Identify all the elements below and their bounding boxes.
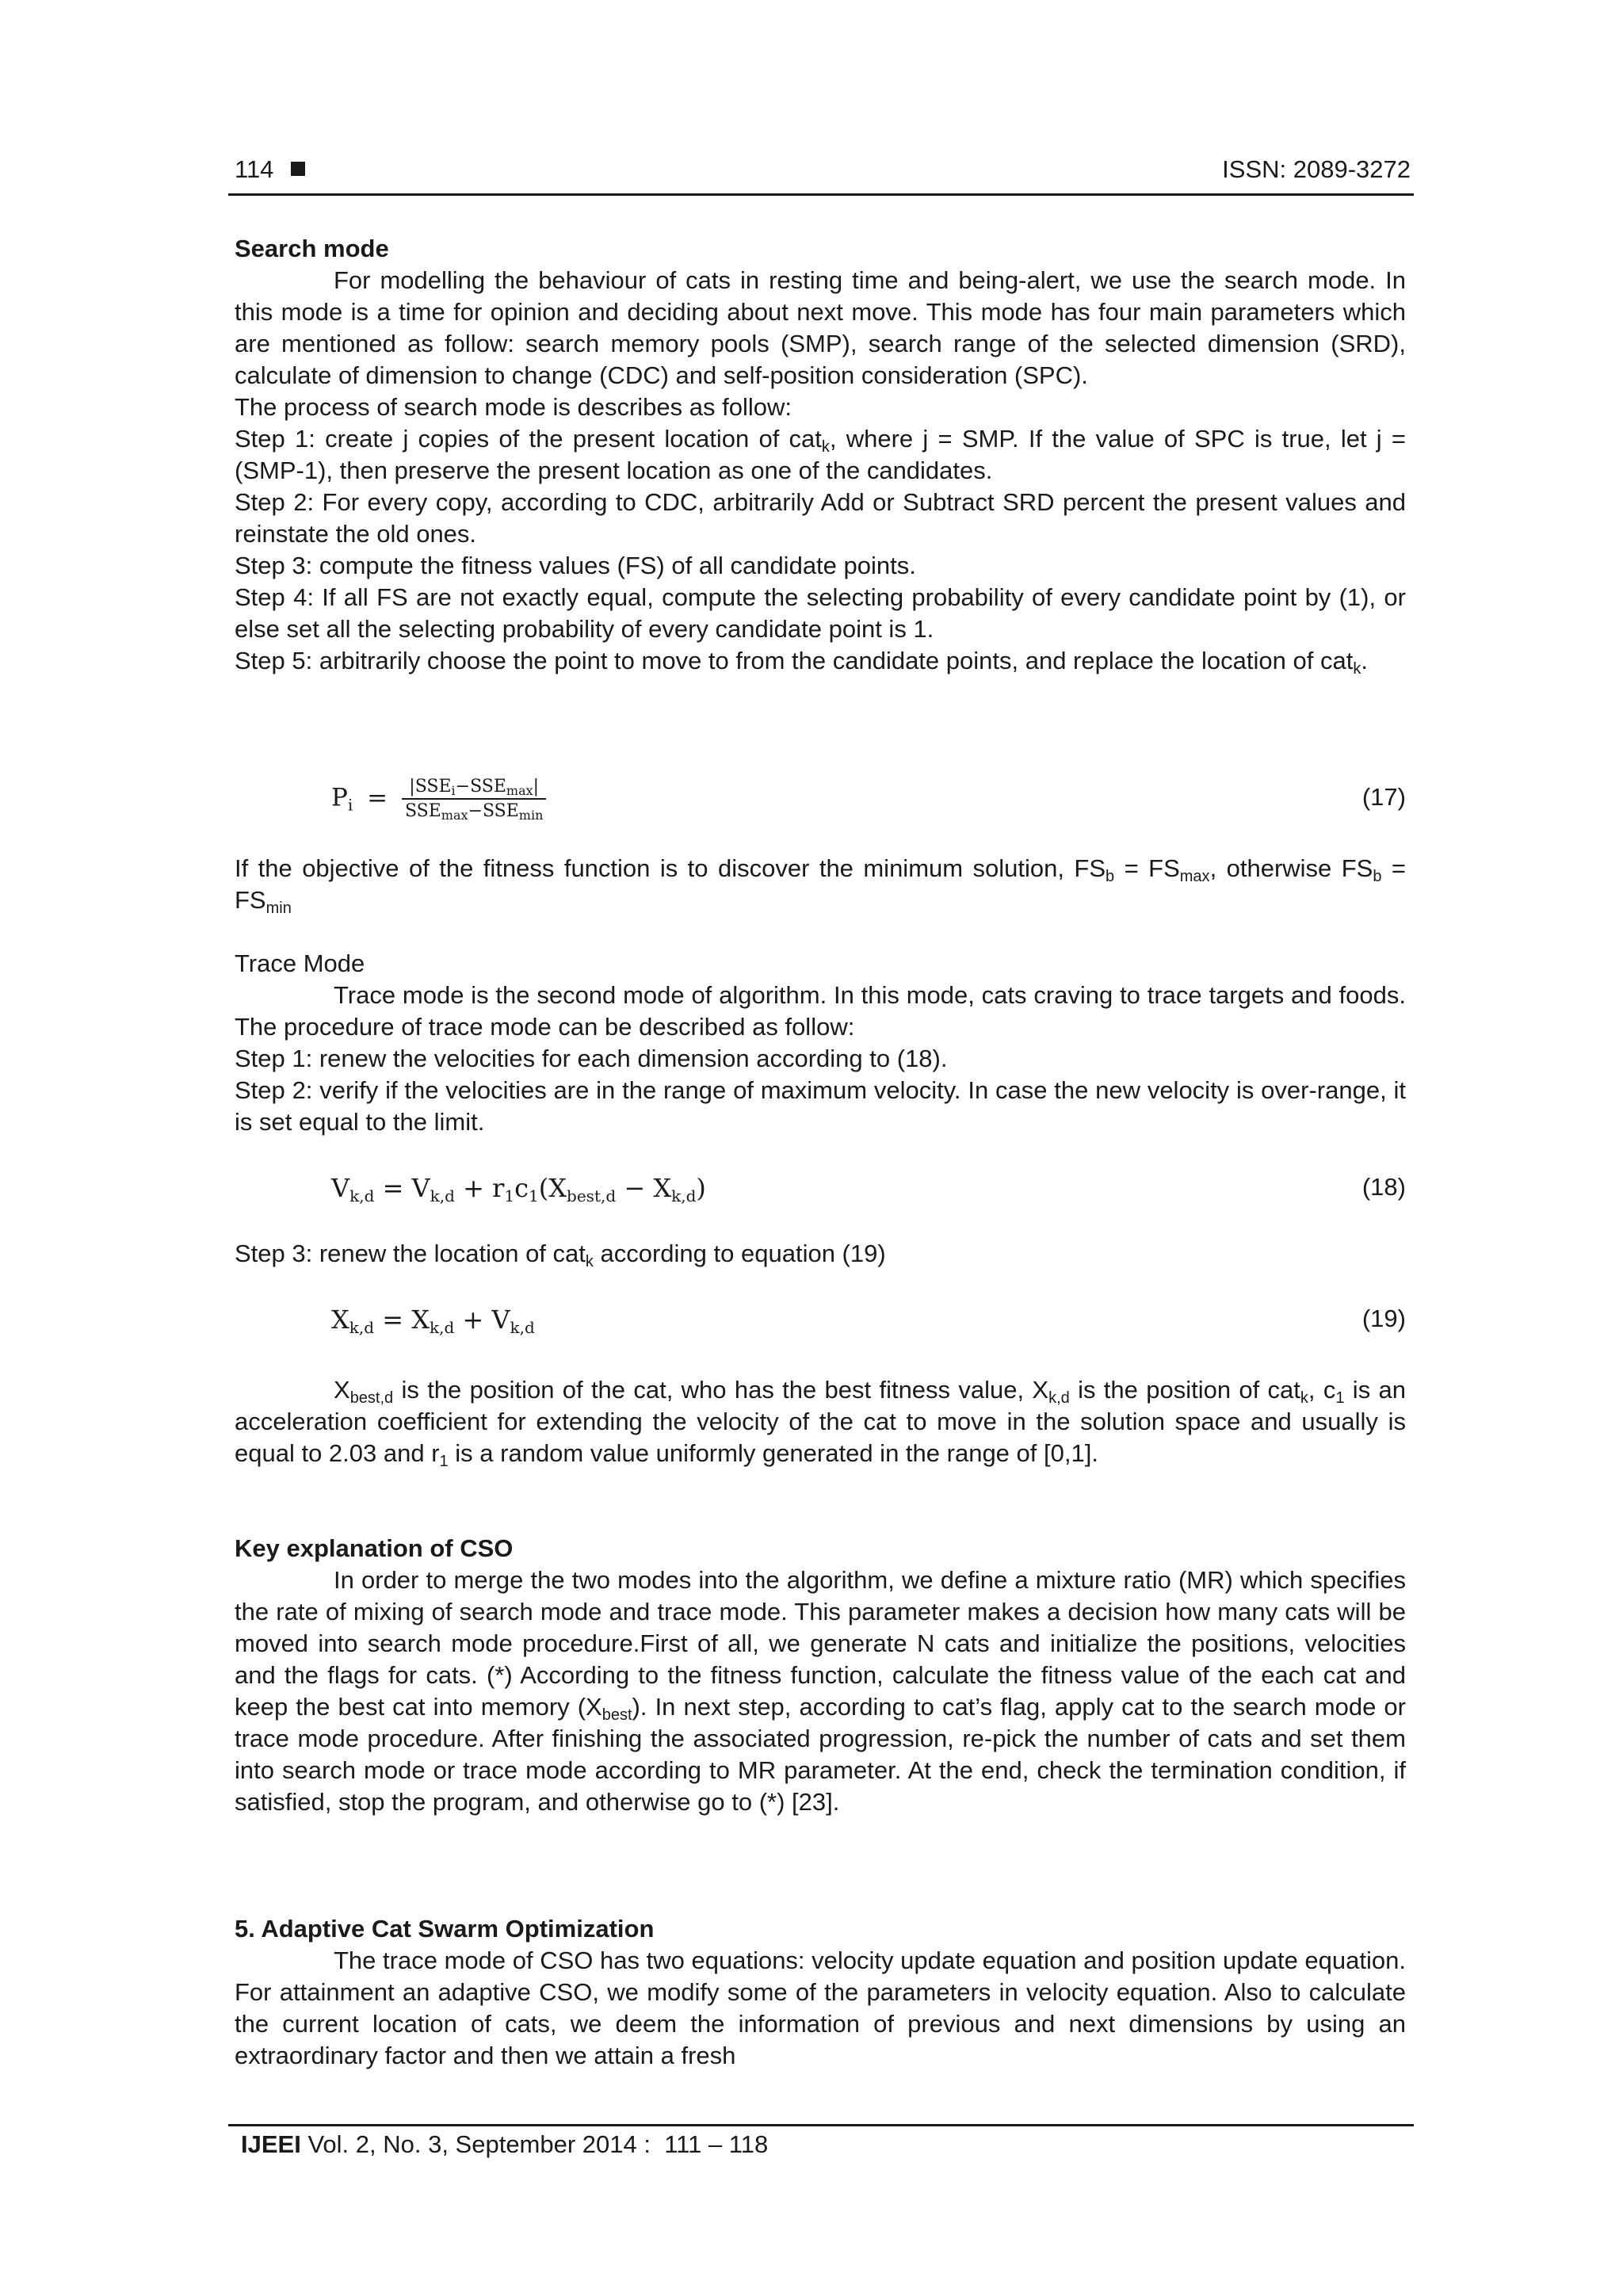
search-step-4: Step 4: If all FS are not exactly equal, compute the selecting probability of every candidate point by (1), or else set all the selecting probability of every candidate point is 1. xyxy=(235,583,1406,643)
trace-mode-heading: Trace Mode xyxy=(235,949,365,977)
search-step-5: Step 5: arbitrarily choose the point to move to from the candidate points, and replace the location of cat$_k$. xyxy=(235,647,1368,678)
section-5-text: The trace mode of CSO has two equations: velocity update equation and position update equation. For attainment an adaptive CSO, we modify some of the parameters in velocity equation. Also to calculate the current location of cats, we deem the information of previous and next dimensions by using an extraordinary factor and then we attain a fresh xyxy=(235,1946,1406,2069)
search-step-2: Step 2: For every copy, according to CDC, arbitrarily Add or Subtract SRD percent the present values and reinstate the old ones. xyxy=(235,488,1406,548)
search-mode-heading: Search mode xyxy=(235,235,389,262)
equation-18 xyxy=(331,1168,1406,1224)
footer-divider xyxy=(228,2124,1414,2126)
section-5-heading: 5. Adaptive Cat Swarm Optimization xyxy=(235,1915,655,1943)
objective-paragraph: If the objective of the fitness function is to discover the minimum solution, $FS_b = FS_{max}$, otherwise $FS_b = FS_{min}$ xyxy=(235,854,1407,917)
equation-18-body: $V_{k,d} = V_{k,d} + r_1c_1(X_{best,d} - X_{k,d})$ xyxy=(331,1173,706,1205)
equation-19-body: $X_{k,d} = X_{k,d} + V_{k,d}$ xyxy=(331,1305,535,1337)
journal-info: Vol. 2, No. 3, September 2014 : 111 – 118 xyxy=(300,2130,769,2158)
trace-step-1: Step 1: renew the velocities for each dimension according to (18). xyxy=(235,1045,948,1072)
search-step-3: Step 3: compute the fitness values (FS) of all candidate points. xyxy=(235,552,916,579)
page-footer xyxy=(241,2130,768,2159)
search-mode-section xyxy=(235,233,1406,677)
section-5 xyxy=(235,1913,1406,2072)
equation-17-fraction: $\frac{|SSE_i-SSE_{max}|}{SSE_{max}-SSE_{min}}$ xyxy=(402,777,546,821)
trace-step-3: Step 3: renew the location of cat$_k$ according to equation (19) xyxy=(235,1240,886,1270)
journal-name: IJEEI xyxy=(241,2130,301,2158)
issn: ISSN: 2089-3272 xyxy=(1222,155,1411,183)
equation-19-number: (19) xyxy=(1361,1305,1406,1332)
trace-step-2: Step 2: verify if the velocities are in the range of maximum velocity. In case the new velocity is over-range, it is set equal to the limit. xyxy=(235,1076,1406,1136)
key-explanation-section xyxy=(235,1533,1406,1818)
page-header xyxy=(235,155,1411,197)
equation-19 xyxy=(331,1300,1406,1355)
key-explanation-heading: Key explanation of CSO xyxy=(235,1534,514,1562)
black-square-icon xyxy=(291,162,305,176)
equation-18-number: (18) xyxy=(1361,1173,1406,1201)
key-explanation-text: In order to merge the two modes into the algorithm, we define a mixture ratio (MR) which specifies the rate of mixing of search mode and trace mode. This parameter makes a decision how many cats will be moved into search mode procedure.First of all, we generate N cats and initialize the positions, velocities and the flags for cats. (*) According to the fitness function, calculate the fitness value of the each cat and keep the best cat into memory $(X_{best})$. In next step, according to cat’s flag, apply cat to the search mode or trace mode procedure. After finishing the associated progression, re-pick the number of cats and set them into search mode or trace mode according to MR parameter. At the end, check the termination condition, if satisfied, stop the program, and otherwise go to (*) [23]. xyxy=(235,1566,1406,1816)
definitions-paragraph: $X_{best,d}$ is the position of the cat, who has the best fitness value, $X_{k,d}$ is the position of cat$_k$, $c_1$ is an acceleration coefficient for extending the velocity of the cat to move in the solution space and usually is equal to 2.03 and $r_1$ is a random value uniformly generated in the range of [0,1]. xyxy=(235,1376,1406,1470)
search-mode-process: The process of search mode is describes as follow: xyxy=(235,393,792,421)
equation-17-number: (17) xyxy=(1361,783,1406,811)
trace-mode-intro: Trace mode is the second mode of algorithm. In this mode, cats craving to trace targets and foods. The procedure of trace mode can be described as follow: xyxy=(235,981,1406,1041)
page-number-group xyxy=(235,155,305,184)
search-step-1: Step 1: create j copies of the present location of cat$_k$, where j = SMP. If the value of SPC is true, let j = (SMP-1), then preserve the present location as one of the candidates. xyxy=(235,425,1407,484)
header-divider xyxy=(228,193,1414,196)
search-mode-intro: For modelling the behaviour of cats in resting time and being-alert, we use the search mode. In this mode is a time for opinion and deciding about next move. This mode has four main parameters which are mentioned as follow: search memory pools (SMP), search range of the selected dimension (SRD), calculate of dimension to change (CDC) and self-position consideration (SPC). xyxy=(235,266,1406,389)
trace-mode-section xyxy=(235,948,1406,1138)
page-number: 114 xyxy=(235,155,274,183)
equation-17-body: $P_i$ = $\frac{|SSE_i-SSE_{max}|}{SSE_{max}-SSE_{min}}$ xyxy=(331,777,546,821)
equation-17 xyxy=(331,770,1406,826)
